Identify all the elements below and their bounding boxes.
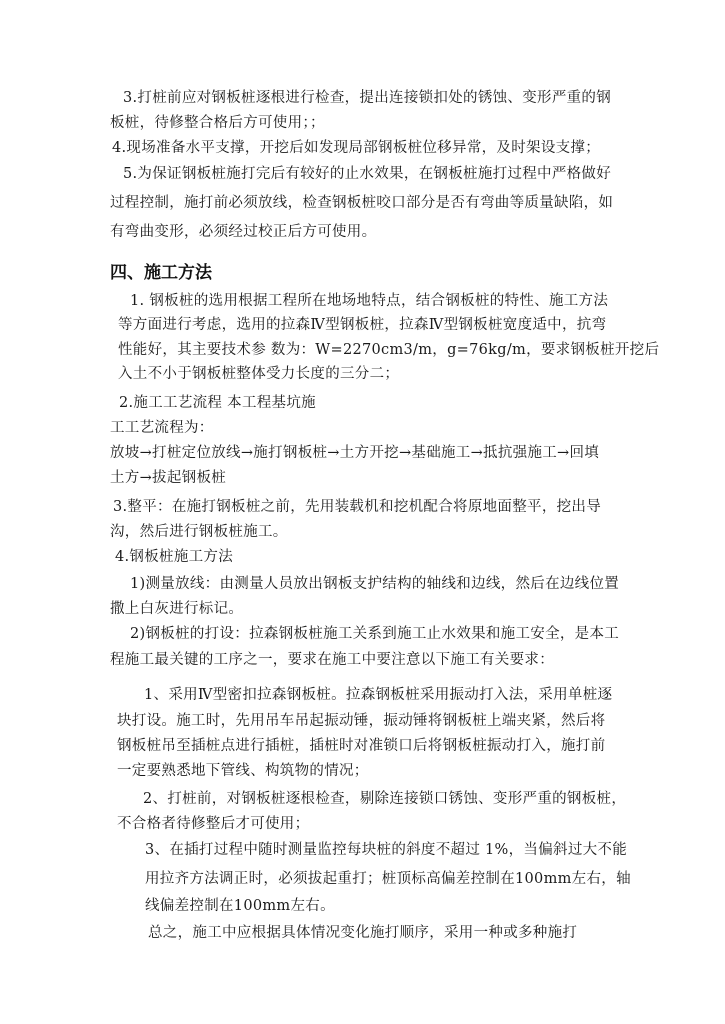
paragraph-line: 工工艺流程为： [110, 420, 214, 436]
paragraph-line: 撒上白灰进行标记。 [110, 601, 244, 617]
paragraph-line: 一定要熟悉地下管线、构筑物的情况； [117, 763, 369, 779]
paragraph-line: 2)钢板桩的打设：拉森钢板桩施工关系到施工止水效果和施工安全，是本工 [130, 626, 620, 642]
paragraph-line: 性能好，其主要技术参 数为：W=2270cm3/m，g=76kg/m，要求钢板桩开挖后 [118, 342, 660, 358]
paragraph-line: 1、采用Ⅳ型密扣拉森钢板桩。拉森钢板桩采用振动打入法，采用单桩逐 [144, 687, 613, 703]
paragraph-line: 板桩，待修整合格后方可使用；； [110, 115, 325, 131]
paragraph-line: 过程控制，施打前必须放线，检查钢板桩咬口部分是否有弯曲等质量缺陷，如 [110, 195, 614, 211]
paragraph-line: 放坡→打桩定位放线→施打钢板桩→土方开挖→基础施工→抵抗强施工→回填 [110, 445, 600, 461]
paragraph-line: 1)测量放线：由测量人员放出钢板支护结构的轴线和边线，然后在边线位置 [130, 576, 620, 592]
paragraph-line: 等方面进行考虑，选用的拉森Ⅳ型钢板桩，拉森Ⅳ型钢板桩宽度适中，抗弯 [118, 317, 607, 333]
paragraph-line: 2、打桩前，对钢板桩逐根检查，剔除连接锁口锈蚀、变形严重的钢板桩， [143, 791, 627, 807]
paragraph-line: 沟，然后进行钢板桩施工。 [110, 524, 288, 540]
paragraph-line: 4.现场准备水平支撑，开挖后如发现局部钢板桩位移异常，及时架设支撑； [112, 140, 601, 156]
paragraph-line: 3.整平：在施打钢板桩之前，先用装载机和挖机配合将原地面整平，挖出导 [113, 499, 602, 515]
paragraph-line: 块打设。施工时，先用吊车吊起振动锤，振动锤将钢板桩上端夹紧，然后将 [117, 713, 606, 729]
paragraph-line: 总之，施工中应根据具体情况变化施打顺序，采用一种或多种施打 [148, 925, 578, 941]
paragraph-line: 5.为保证钢板桩施打完后有较好的止水效果，在钢板桩施打过程中严格做好 [123, 166, 612, 182]
paragraph-line: 钢板桩吊至插桩点进行插桩，插桩时对准锁口后将钢板桩振动打入，施打前 [117, 738, 606, 754]
paragraph-line: 用拉齐方法调正时，必须拔起重打；桩顶标高偏差控制在100mm左右，轴 [145, 871, 631, 887]
paragraph-line: 2.施工工艺流程 本工程基坑施 [119, 395, 316, 411]
paragraph-line: 不合格者待修整后才可使用； [117, 816, 310, 832]
paragraph-line: 入土不小于钢板桩整体受力长度的三分二； [118, 366, 400, 382]
paragraph-line: 有弯曲变形，必须经过校正后方可使用。 [110, 224, 377, 240]
paragraph-line: 程施工最关键的工序之一，要求在施工中要注意以下施工有关要求： [110, 652, 554, 668]
paragraph-line: 1. 钢板桩的选用根据工程所在地场地特点，结合钢板桩的特性、施工方法 [130, 293, 609, 309]
paragraph-line: 3.打桩前应对钢板桩逐根进行检查，提出连接锁扣处的锈蚀、变形严重的钢 [123, 90, 612, 106]
section-heading: 四、施工方法 [110, 263, 212, 283]
paragraph-line: 3、在插打过程中随时测量监控每块桩的斜度不超过 1%，当偏斜过大不能 [145, 842, 628, 858]
paragraph-line: 线偏差控制在100mm左右。 [145, 898, 335, 914]
paragraph-line: 土方→拔起钢板桩 [110, 470, 227, 486]
paragraph-line: 4.钢板桩施工方法 [115, 549, 234, 565]
